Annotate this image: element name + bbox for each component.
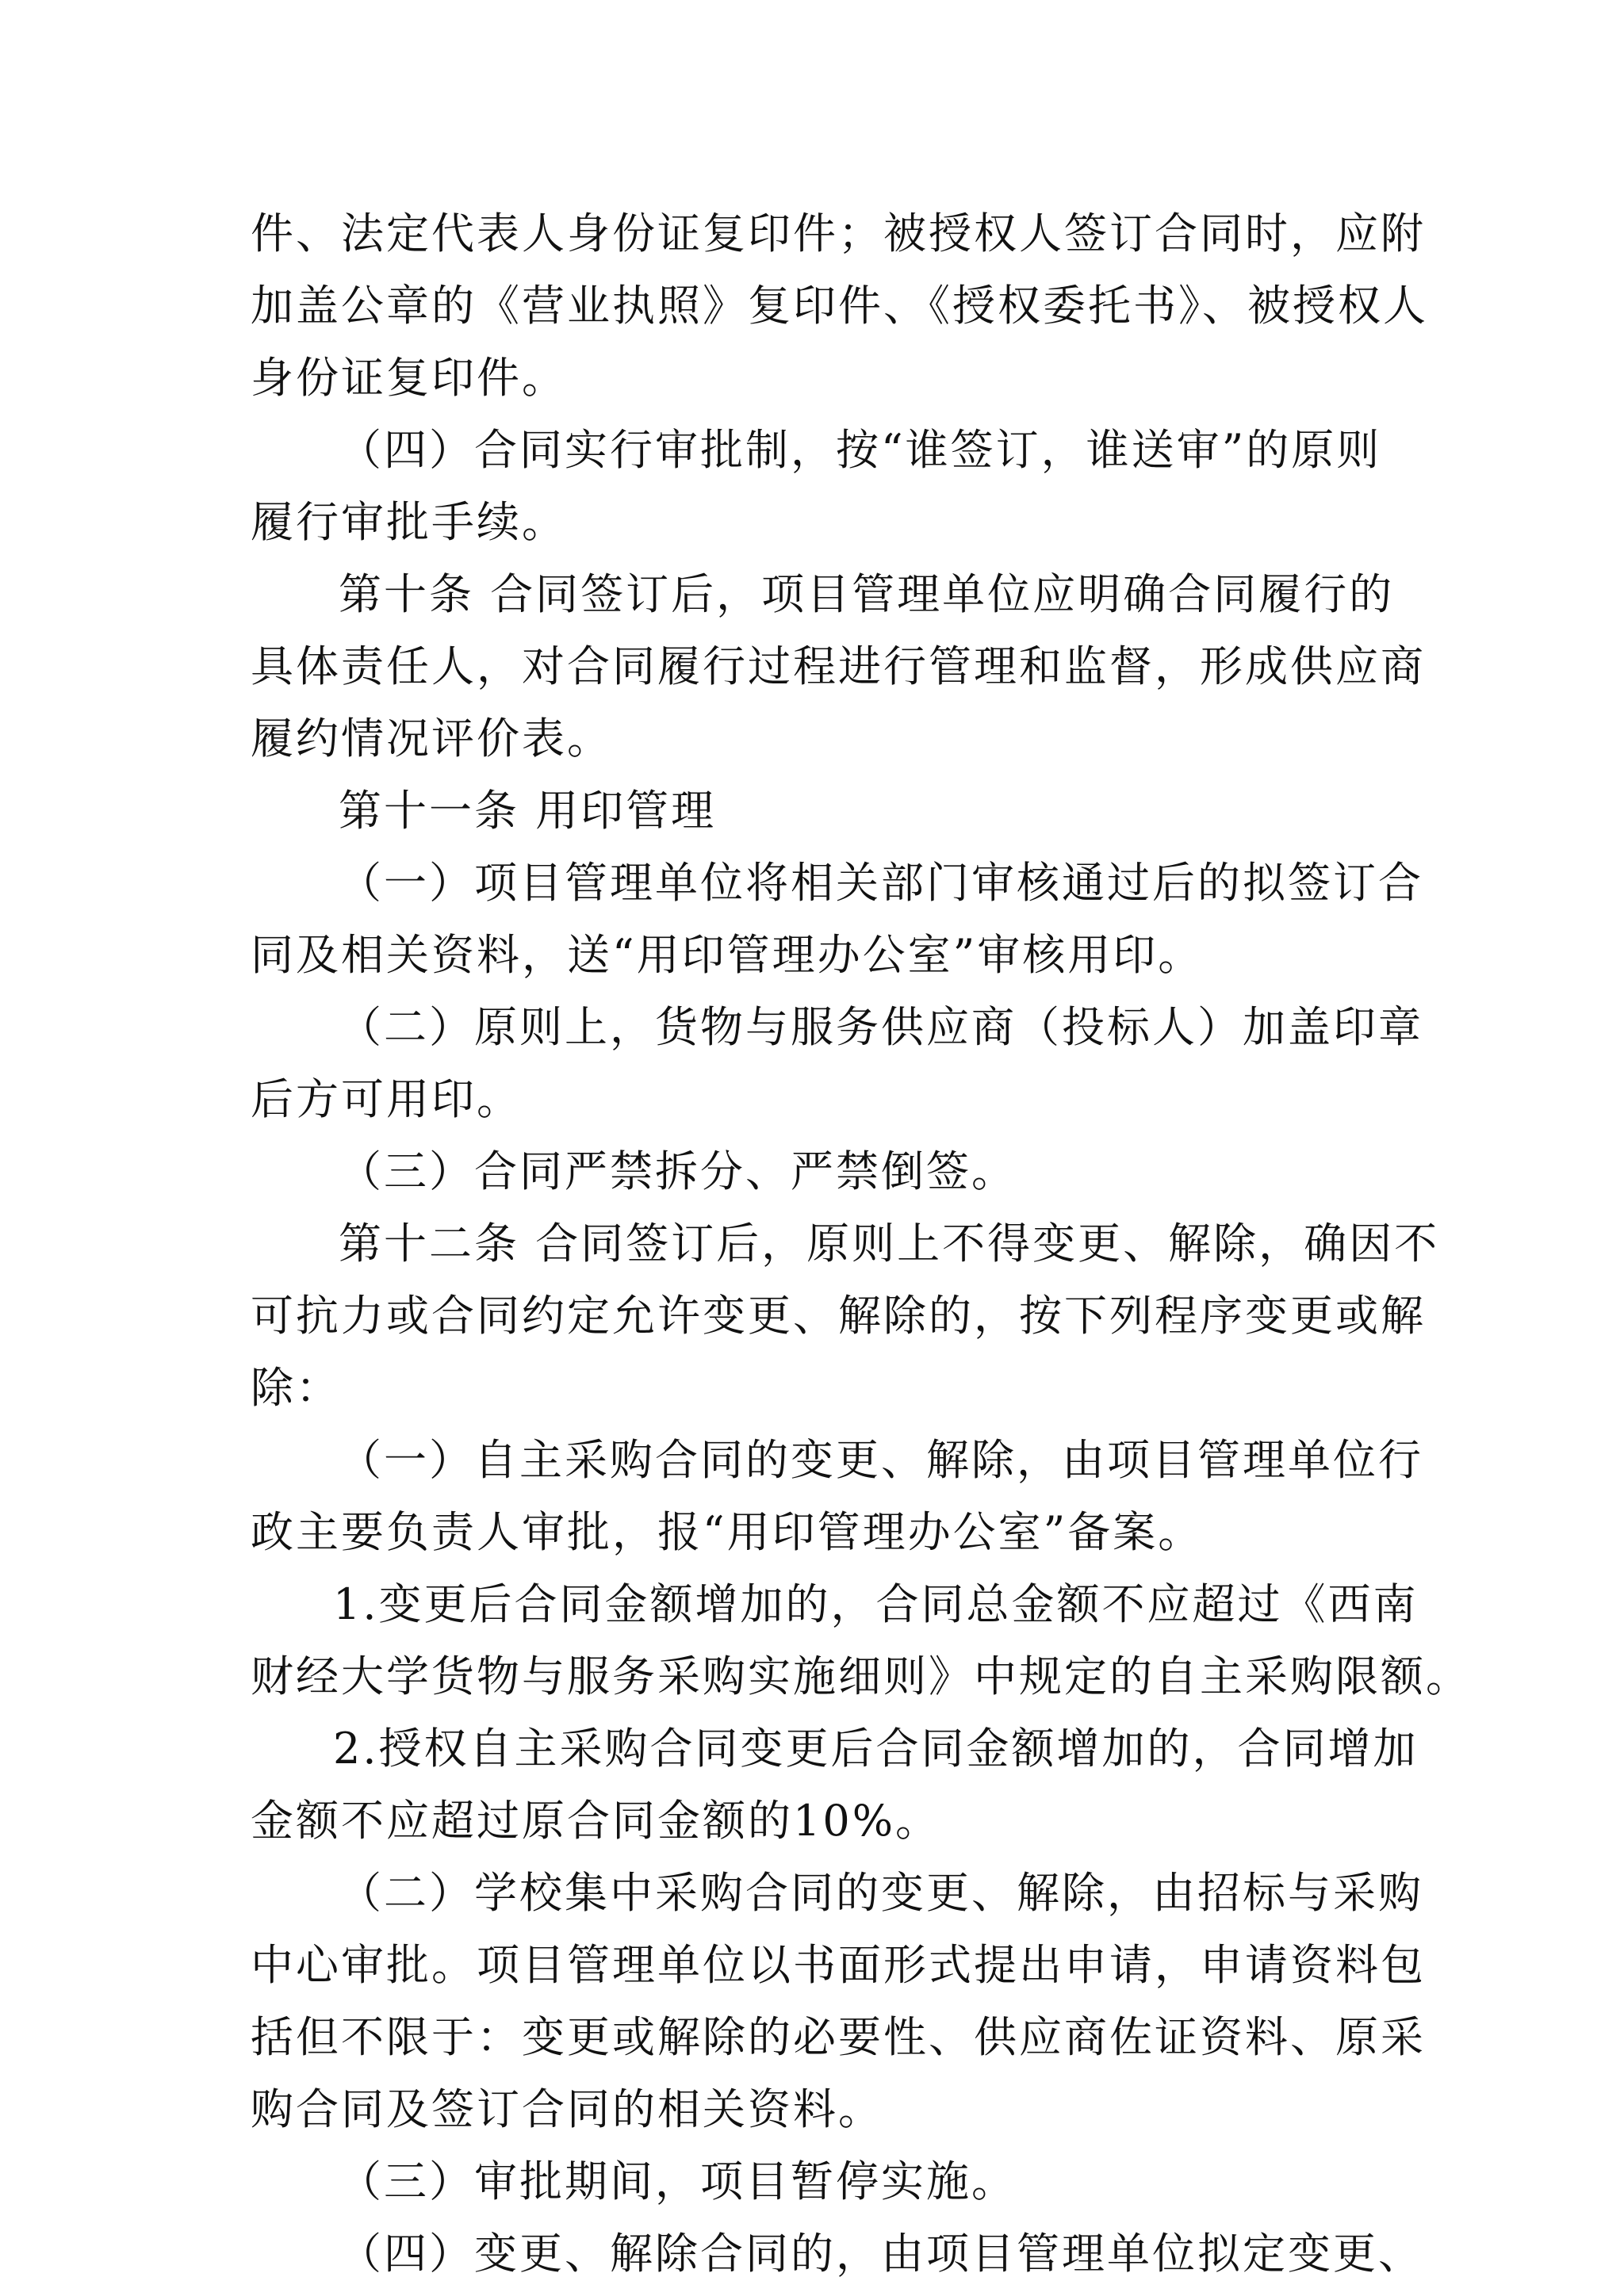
text-line: 括但不限于：变更或解除的必要性、供应商佐证资料、原采 [251, 2012, 1426, 2062]
text-line: 除： [251, 1363, 341, 1413]
text-line: （二）学校集中采购合同的变更、解除，由招标与采购 [339, 1868, 1423, 1918]
text-line: （一）项目管理单位将相关部门审核通过后的拟签订合 [339, 858, 1423, 908]
text-line: 履行审批手续。 [251, 497, 567, 547]
text-line: 政主要负责人审批，报“用印管理办公室”备案。 [251, 1507, 1204, 1557]
article-heading-12: 第十二条 合同签订后，原则上不得变更、解除，确因不 [339, 1219, 1440, 1269]
article-heading-11: 第十一条 用印管理 [339, 786, 717, 836]
text-line: （四）合同实行审批制，按“谁签订，谁送审”的原则 [339, 425, 1382, 475]
text-line: 可抗力或合同约定允许变更、解除的，按下列程序变更或解 [251, 1291, 1426, 1341]
text-line: （三）审批期间，项目暂停实施。 [339, 2156, 1017, 2206]
article-heading-10: 第十条 合同签订后，项目管理单位应明确合同履行的 [339, 569, 1395, 619]
text-line: 加盖公章的《营业执照》复印件、《授权委托书》、被授权人 [251, 281, 1428, 331]
text-line: （四）变更、解除合同的，由项目管理单位拟定变更、 [339, 2229, 1423, 2279]
text-line: （一）自主采购合同的变更、解除，由项目管理单位行 [339, 1435, 1423, 1485]
text-line: 金额不应超过原合同金额的10%。 [251, 1796, 941, 1846]
text-line: 同及相关资料，送“用印管理办公室”审核用印。 [251, 930, 1204, 980]
text-line: （三）合同严禁拆分、严禁倒签。 [339, 1146, 1017, 1196]
text-line: 1.变更后合同金额增加的，合同总金额不应超过《西南 [333, 1579, 1419, 1629]
text-line: 履约情况评价表。 [251, 714, 612, 763]
text-line: 身份证复印件。 [251, 353, 567, 403]
text-line: 具体责任人，对合同履行过程进行管理和监督，形成供应商 [251, 641, 1426, 691]
text-line: 购合同及签订合同的相关资料。 [251, 2084, 883, 2134]
text-line: 件、法定代表人身份证复印件；被授权人签订合同时，应附 [251, 209, 1426, 258]
text-line: 财经大学货物与服务采购实施细则》中规定的自主采购限额。 [251, 1651, 1471, 1701]
text-line: 2.授权自主采购合同变更后合同金额增加的，合同增加 [333, 1724, 1419, 1774]
text-line: （二）原则上，货物与服务供应商（投标人）加盖印章 [339, 1002, 1423, 1052]
text-line: 中心审批。项目管理单位以书面形式提出申请，申请资料包 [251, 1940, 1426, 1990]
text-line: 后方可用印。 [251, 1074, 522, 1124]
